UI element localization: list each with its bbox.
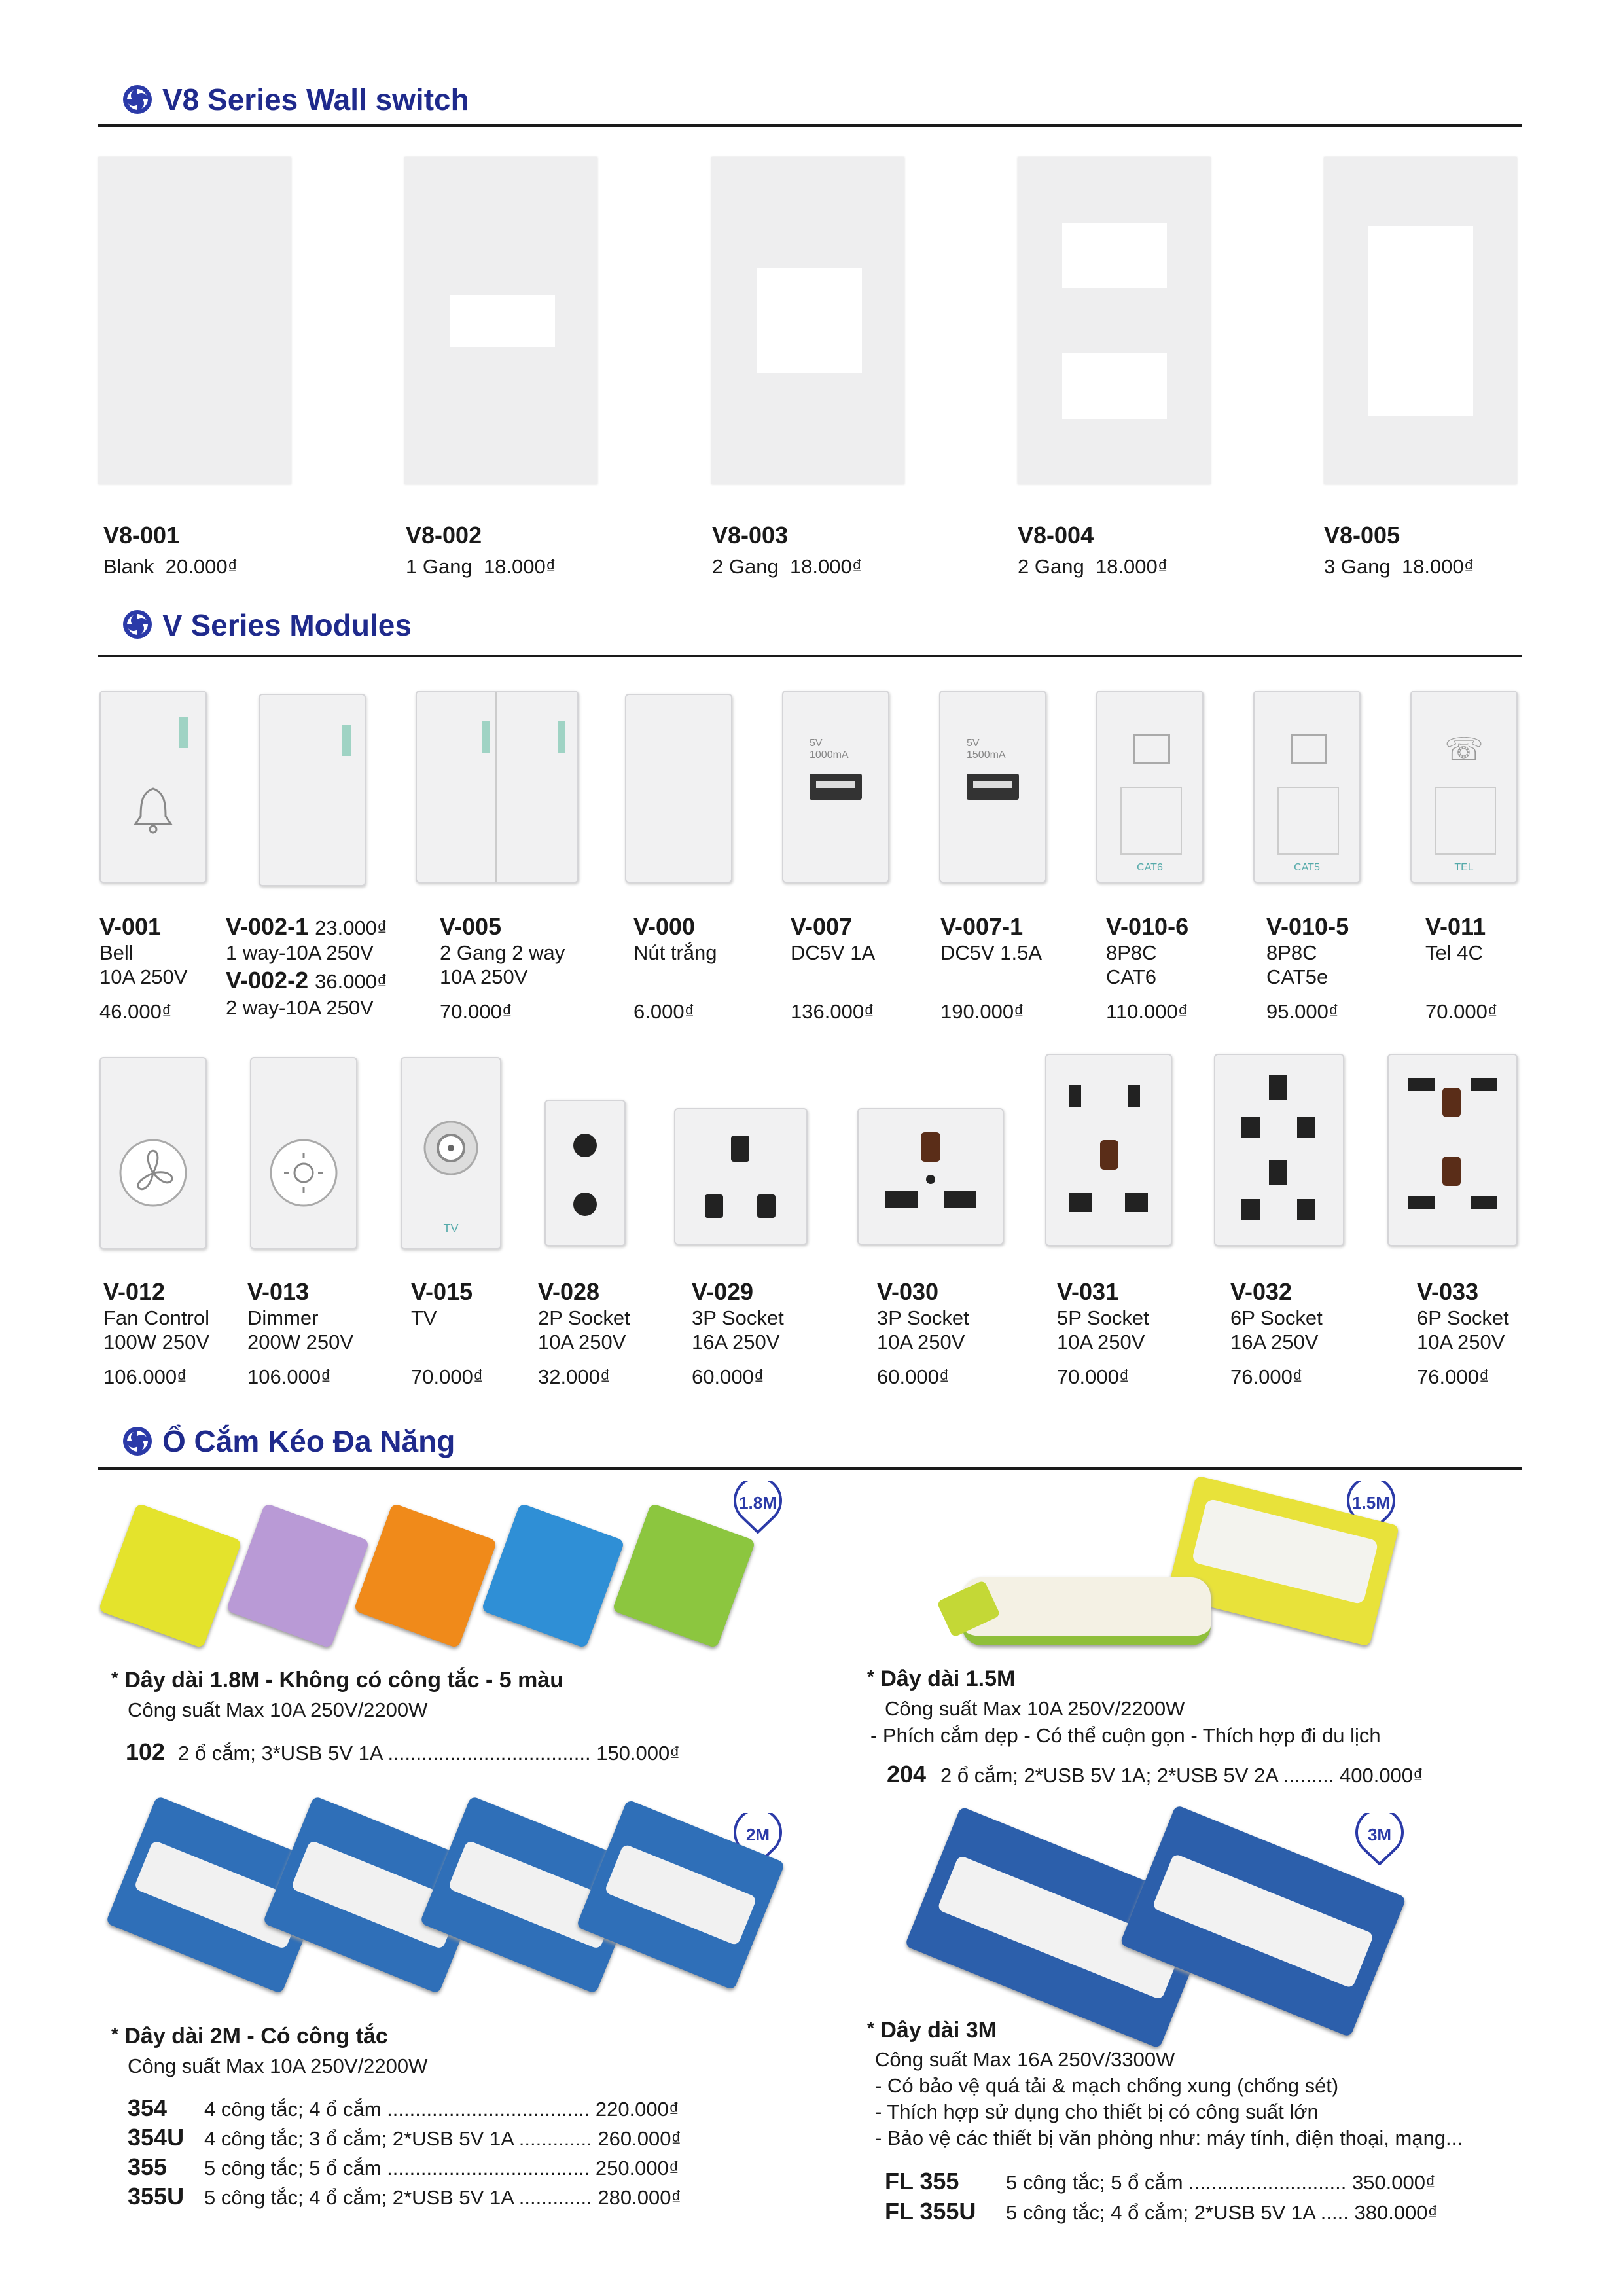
- module-desc: Fan Control: [103, 1306, 209, 1329]
- strip-model: 204: [887, 1761, 927, 1787]
- length-badge-icon: 2M: [728, 1813, 787, 1865]
- telephone-icon: ☏: [1444, 732, 1484, 767]
- module-desc: Bell: [99, 941, 134, 964]
- power-strip-blue: [481, 1503, 625, 1649]
- module-price: 76.000₫: [1417, 1365, 1489, 1388]
- plate-v8-003: [711, 157, 904, 484]
- power-strip-yellow: [98, 1503, 242, 1649]
- module-price: 70.000₫: [440, 1000, 512, 1023]
- module-price: 70.000₫: [1425, 1000, 1498, 1023]
- module-desc: 200W 250V: [247, 1331, 353, 1354]
- module-price: 6.000₫: [633, 1000, 695, 1023]
- plate-v8-001: [98, 157, 291, 484]
- length-badge-icon: 1.5M: [1342, 1481, 1400, 1534]
- module-code: V-013: [247, 1278, 310, 1305]
- module-desc: CAT5e: [1266, 965, 1329, 988]
- module-v-001: [99, 691, 207, 883]
- module-price: 106.000₫: [103, 1365, 187, 1388]
- module-price: 60.000₫: [692, 1365, 764, 1388]
- section-title-modules: V Series Modules: [162, 608, 412, 642]
- strip-item-desc: 5 công tắc; 5 ổ cắm ............................ 350.000₫: [1006, 2171, 1436, 2194]
- strip-title-3m: * Dây dài 3M: [867, 2018, 997, 2043]
- section-title-wall-switch: V8 Series Wall switch: [162, 82, 469, 117]
- plate-code: V8-001: [103, 522, 180, 548]
- module-desc: 10A 250V: [877, 1331, 965, 1354]
- module-price: 70.000₫: [411, 1365, 484, 1388]
- module-price: 76.000₫: [1230, 1365, 1303, 1388]
- module-price: 190.000₫: [940, 1000, 1024, 1023]
- module-code: V-007: [791, 913, 853, 940]
- strip-item-desc: 5 công tắc; 5 ổ cắm .................................... 250.000₫: [204, 2157, 679, 2179]
- bell-icon: [130, 783, 176, 836]
- plate-code: V8-003: [712, 522, 789, 548]
- plate-spec: 2 Gang 18.000₫: [712, 555, 863, 578]
- section-divider: [98, 1467, 1522, 1470]
- module-code: V-033: [1417, 1278, 1479, 1305]
- length-badge-icon: 3M: [1350, 1813, 1409, 1865]
- computer-icon: [1133, 734, 1170, 764]
- strip-note: - Phích cắm dẹp - Có thể cuộn gọn - Thích hợp đi du lịch: [870, 1724, 1381, 1747]
- module-price: 95.000₫: [1266, 1000, 1339, 1023]
- strip-title-1-8m: * Dây dài 1.8M - Không có công tắc - 5 màu: [111, 1668, 564, 1693]
- strip-power: Công suất Max 16A 250V/3300W: [875, 2048, 1175, 2071]
- plate-code: V8-004: [1018, 522, 1094, 548]
- usb-port-icon: [810, 774, 862, 800]
- module-desc: 6P Socket: [1230, 1306, 1323, 1329]
- module-price: 46.000₫: [99, 1000, 172, 1023]
- strip-note: - Bảo vệ các thiết bị văn phòng như: máy tính, điện thoại, mạng...: [875, 2126, 1463, 2149]
- strip-model: 355: [128, 2153, 168, 2180]
- brand-swirl-icon: [122, 609, 153, 640]
- strip-title-1-5m: * Dây dài 1.5M: [867, 1666, 1016, 1691]
- module-code: V-012: [103, 1278, 166, 1305]
- module-desc: Nút trắng: [633, 941, 717, 964]
- computer-icon: [1291, 734, 1327, 764]
- module-v-007: 5V 1000mA: [782, 691, 889, 883]
- brand-swirl-icon: [122, 1426, 153, 1457]
- module-v-010-6: CAT6: [1096, 691, 1204, 883]
- module-code: V-001: [99, 913, 162, 940]
- strip-item-desc: 4 công tắc; 3 ổ cắm; 2*USB 5V 1A ............. 260.000₫: [204, 2127, 682, 2150]
- module-desc: 3P Socket: [877, 1306, 969, 1329]
- strip-power: Công suất Max 10A 250V/2200W: [128, 1698, 428, 1721]
- plate-v8-002: [404, 157, 597, 484]
- module-v-012: [99, 1057, 207, 1249]
- module-code: V-002-2 36.000₫: [226, 967, 387, 994]
- power-strip-purple: [226, 1503, 370, 1649]
- strip-power: Công suất Max 10A 250V/2200W: [885, 1697, 1185, 1720]
- power-strip-orange: [353, 1503, 497, 1649]
- plate-spec: Blank 20.000₫: [103, 555, 238, 578]
- module-desc: 10A 250V: [440, 965, 528, 988]
- module-v-030: [857, 1108, 1004, 1245]
- strip-item-desc: 4 công tắc; 4 ổ cắm .................................... 220.000₫: [204, 2098, 679, 2121]
- module-desc: DC5V 1A: [791, 941, 876, 964]
- module-desc: 3P Socket: [692, 1306, 784, 1329]
- module-code: V-010-5: [1266, 913, 1349, 940]
- module-desc: 1 way-10A 250V: [226, 941, 374, 964]
- strip-item-desc: 2 ổ cắm; 2*USB 5V 1A; 2*USB 5V 2A ......... 400.000₫: [940, 1764, 1423, 1787]
- section-title-power-strips: Ổ Cắm Kéo Đa Năng: [162, 1424, 455, 1458]
- strip-power: Công suất Max 10A 250V/2200W: [128, 2054, 428, 2077]
- module-v-033: [1387, 1054, 1518, 1246]
- module-price: 32.000₫: [538, 1365, 611, 1388]
- module-v-032: [1214, 1054, 1344, 1246]
- module-code: V-005: [440, 913, 502, 940]
- fan-icon: [117, 1137, 189, 1209]
- strip-item-desc: 5 công tắc; 4 ổ cắm; 2*USB 5V 1A ..... 380.000₫: [1006, 2201, 1438, 2224]
- plate-spec: 3 Gang 18.000₫: [1324, 555, 1474, 578]
- module-code: V-007-1: [940, 913, 1024, 940]
- plate-v8-004: [1018, 157, 1211, 484]
- usb-port-icon: [967, 774, 1019, 800]
- plate-spec: 2 Gang 18.000₫: [1018, 555, 1168, 578]
- module-price: 70.000₫: [1057, 1365, 1130, 1388]
- strip-note: - Có bảo vệ quá tải & mạch chống xung (chống sét): [875, 2074, 1339, 2097]
- section-divider: [98, 655, 1522, 657]
- module-v-000: [625, 694, 732, 883]
- module-desc: Dimmer: [247, 1306, 319, 1329]
- strip-title-2m: * Dây dài 2M - Có công tắc: [111, 2024, 388, 2049]
- module-code: V-028: [538, 1278, 600, 1305]
- strip-item-desc: 2 ổ cắm; 3*USB 5V 1A .................................... 150.000₫: [178, 1742, 681, 1765]
- module-v-007-1: 5V 1500mA: [939, 691, 1046, 883]
- module-v-029: [674, 1108, 808, 1245]
- module-code: V-010-6: [1106, 913, 1189, 940]
- module-code: V-011: [1425, 913, 1486, 940]
- module-code: V-000: [633, 913, 696, 940]
- module-price: 106.000₫: [247, 1365, 331, 1388]
- module-desc: 10A 250V: [1417, 1331, 1505, 1354]
- module-desc: 10A 250V: [1057, 1331, 1145, 1354]
- module-desc: 5P Socket: [1057, 1306, 1149, 1329]
- strip-model: 102: [126, 1738, 166, 1765]
- plate-spec: 1 Gang 18.000₫: [406, 555, 556, 578]
- module-v-013: [250, 1057, 357, 1249]
- module-code: V-032: [1230, 1278, 1293, 1305]
- strip-item-desc: 5 công tắc; 4 ổ cắm; 2*USB 5V 1A ............. 280.000₫: [204, 2186, 682, 2209]
- module-v-028: [544, 1100, 626, 1246]
- module-desc: 10A 250V: [538, 1331, 626, 1354]
- module-desc: 10A 250V: [99, 965, 188, 988]
- module-desc: 16A 250V: [1230, 1331, 1319, 1354]
- strip-model: 354: [128, 2094, 168, 2121]
- module-desc: Tel 4C: [1425, 941, 1483, 964]
- module-desc: DC5V 1.5A: [940, 941, 1043, 964]
- module-desc: 8P8C: [1266, 941, 1317, 964]
- module-desc: 100W 250V: [103, 1331, 209, 1354]
- module-v-005: [416, 691, 579, 883]
- module-v-011: ☏ TEL: [1410, 691, 1518, 883]
- module-code: V-029: [692, 1278, 754, 1305]
- plate-v8-005: [1324, 157, 1517, 484]
- module-desc: TV: [411, 1306, 437, 1329]
- module-desc: 16A 250V: [692, 1331, 780, 1354]
- coax-jack-icon: [420, 1117, 482, 1179]
- module-desc: CAT6: [1106, 965, 1156, 988]
- module-desc: 2P Socket: [538, 1306, 630, 1329]
- module-desc: 8P8C: [1106, 941, 1157, 964]
- module-code: V-002-1 23.000₫: [226, 913, 387, 940]
- strip-model: FL 355: [885, 2168, 959, 2195]
- length-badge-icon: 1.8M: [728, 1481, 787, 1534]
- module-code: V-031: [1057, 1278, 1119, 1305]
- module-desc: 2 way-10A 250V: [226, 996, 374, 1019]
- module-code: V-015: [411, 1278, 473, 1305]
- module-price: 60.000₫: [877, 1365, 950, 1388]
- plate-code: V8-005: [1324, 522, 1400, 548]
- brand-swirl-icon: [122, 84, 153, 115]
- plate-code: V8-002: [406, 522, 482, 548]
- module-price: 136.000₫: [791, 1000, 874, 1023]
- dimmer-lamp-icon: [268, 1137, 340, 1209]
- strip-model: 355U: [128, 2183, 185, 2210]
- module-price: 110.000₫: [1106, 1000, 1188, 1023]
- module-v-010-5: CAT5: [1253, 691, 1361, 883]
- strip-model: 354U: [128, 2124, 185, 2151]
- module-desc: 2 Gang 2 way: [440, 941, 565, 964]
- power-strip-travel: [962, 1577, 1211, 1645]
- module-v-031: [1045, 1054, 1172, 1246]
- module-v-015: TV: [401, 1057, 501, 1249]
- module-code: V-030: [877, 1278, 939, 1305]
- module-v-002: [259, 694, 366, 886]
- strip-note: - Thích hợp sử dụng cho thiết bị có công suất lớn: [875, 2100, 1319, 2123]
- strip-model: FL 355U: [885, 2198, 976, 2225]
- section-divider: [98, 124, 1522, 127]
- module-desc: 6P Socket: [1417, 1306, 1509, 1329]
